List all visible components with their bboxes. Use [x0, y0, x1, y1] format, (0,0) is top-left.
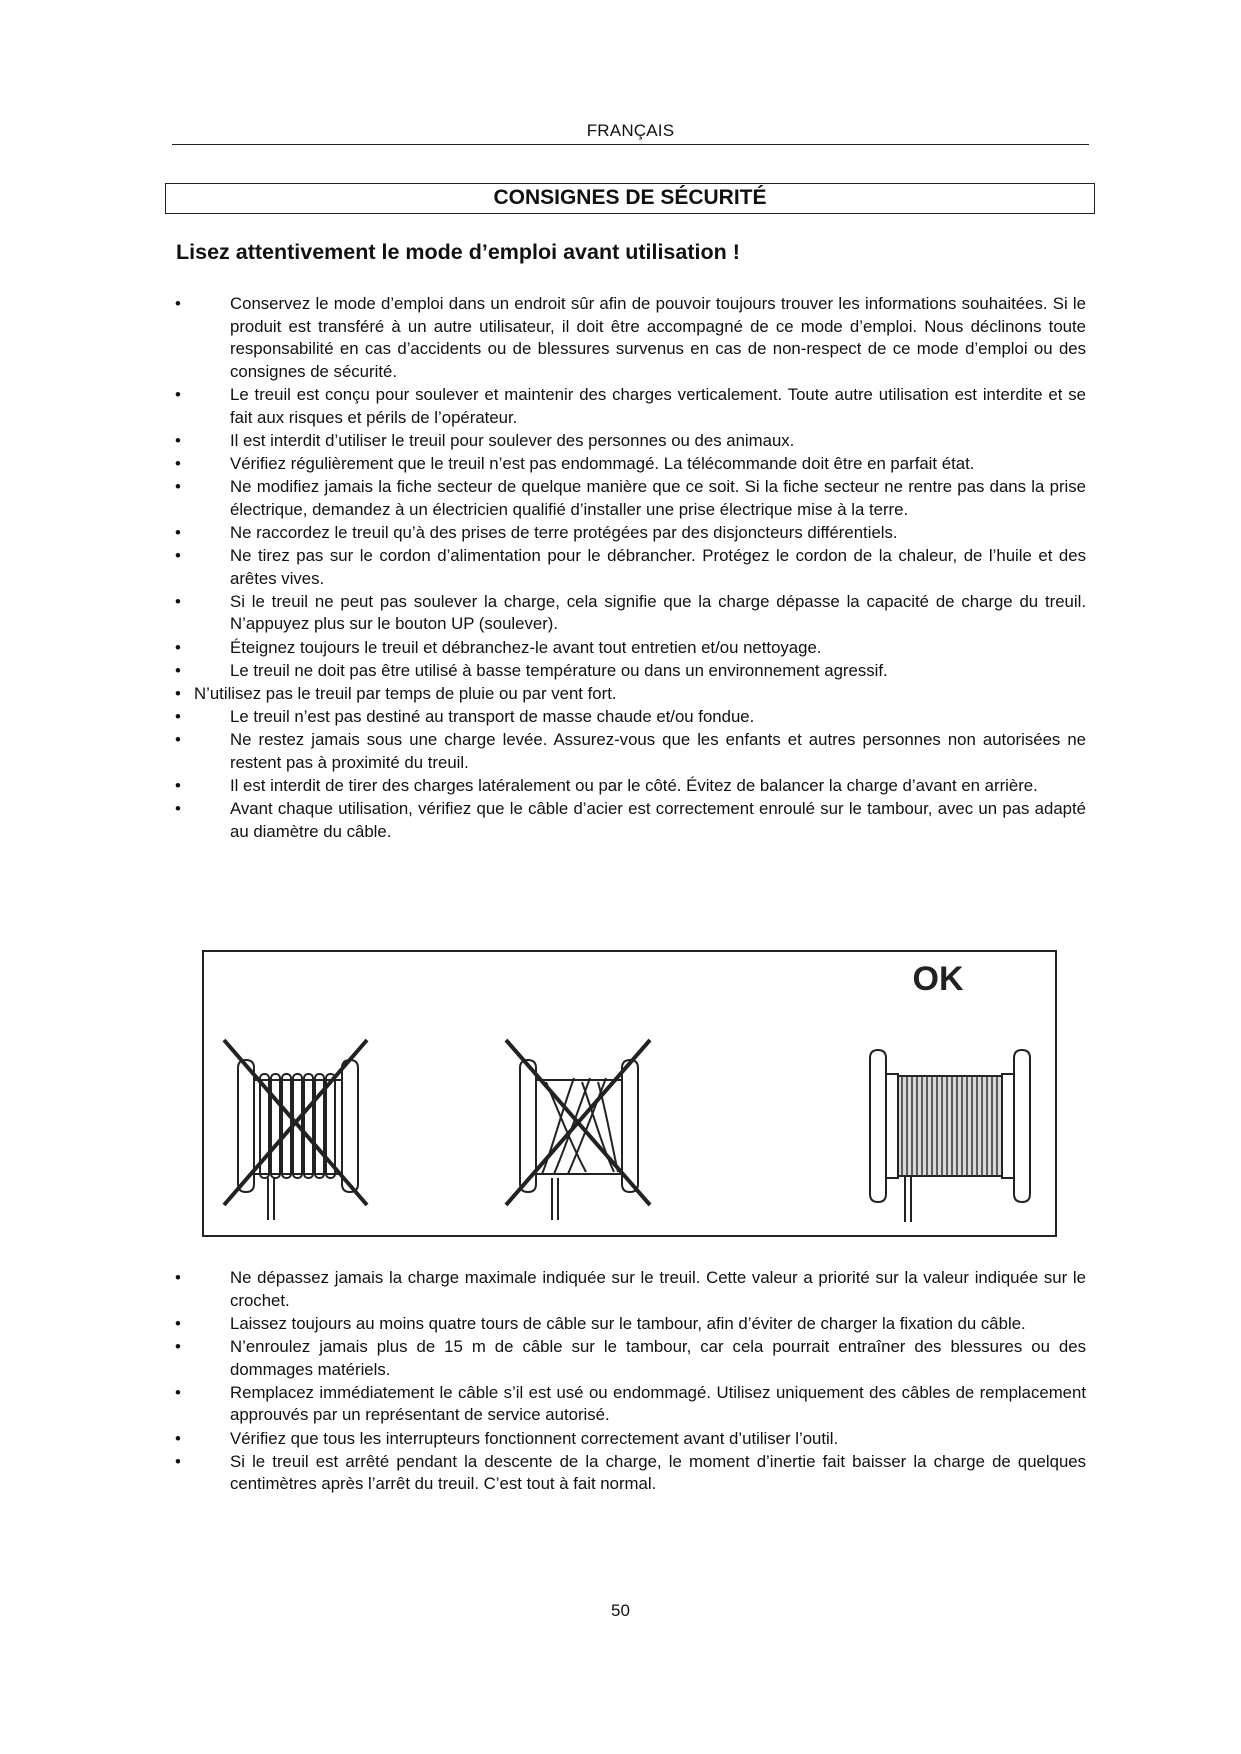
list-item: • Éteignez toujours le treuil et débranchez-le avant tout entretien et/ou nettoyage. [172, 637, 1086, 660]
list-item: • Remplacez immédiatement le câble s’il est usé ou endommagé. Utilisez uniquement des câbles de remplacement approuvés par un représentant de service autorisé. [175, 1382, 1086, 1425]
bullet-icon: • [175, 1428, 181, 1448]
section-title: CONSIGNES DE SÉCURITÉ [165, 183, 1095, 214]
header-rule [172, 144, 1089, 145]
bullet-icon: • [175, 384, 181, 404]
list-item: • Il est interdit de tirer des charges latéralement ou par le côté. Évitez de balancer la charge d’avant en arrière. [172, 775, 1086, 798]
list-item: • N’utilisez pas le treuil par temps de pluie ou par vent fort. [172, 683, 1086, 706]
bullet-icon: • [175, 477, 181, 497]
list-item: • Le treuil est conçu pour soulever et maintenir des charges verticalement. Toute autre utilisation est interdite et se fait aux risques et périls de l’opérateur. [175, 384, 1086, 427]
page-number: 50 [611, 1601, 630, 1620]
bullet-icon: • [175, 776, 181, 796]
bullet-icon: • [175, 799, 181, 819]
list-item: • Avant chaque utilisation, vérifiez que le câble d’acier est correctement enroulé sur le tambour, avec un pas adapté au diamètre du câble. [175, 799, 1086, 841]
section-subtitle: Lisez attentivement le mode d’emploi avant utilisation ! [176, 240, 740, 264]
bullet-icon: • [175, 707, 181, 727]
bullet-icon: • [175, 730, 181, 750]
page-language-header: FRANÇAIS [586, 121, 675, 140]
bullet-icon: • [175, 637, 181, 657]
cable-winding-illustration [202, 950, 1057, 1237]
bullet-icon: • [175, 430, 181, 450]
list-item: • Il est interdit d’utiliser le treuil pour soulever des personnes ou des animaux. [172, 430, 1086, 453]
bullet-icon: • [175, 684, 181, 704]
list-item: • Ne dépassez jamais la charge maximale indiquée sur le treuil. Cette valeur a priorité sur la valeur indiquée sur le crochet. [175, 1268, 1086, 1310]
list-item: • Vérifiez que tous les interrupteurs fonctionnent correctement avant d’utiliser l’outil. [172, 1428, 1086, 1451]
ok-label: OK [912, 960, 964, 998]
bullet-icon: • [175, 660, 181, 680]
list-item: • N’enroulez jamais plus de 15 m de câble sur le tambour, car cela pourrait entraîner des blessures ou des dommages matériels. [175, 1336, 1086, 1379]
safety-list-bottom [172, 1267, 1086, 1497]
bullet-icon: • [175, 1451, 181, 1471]
safety-list-top [172, 293, 1086, 844]
list-item: • Laissez toujours au moins quatre tours de câble sur le tambour, afin d’éviter de charger la fixation du câble. [172, 1313, 1086, 1336]
bullet-icon: • [175, 1268, 181, 1287]
list-item: • Le treuil n’est pas destiné au transport de masse chaude et/ou fondue. [172, 706, 1086, 729]
list-item: • Vérifiez régulièrement que le treuil n’est pas endommagé. La télécommande doit être en parfait état. [172, 453, 1086, 476]
bullet-icon: • [175, 591, 181, 611]
list-item: • Ne raccordez le treuil qu’à des prises de terre protégées par des disjoncteurs différentiels. [172, 522, 1086, 545]
bullet-icon: • [175, 1336, 181, 1356]
bullet-icon: • [175, 1313, 181, 1333]
bullet-icon: • [175, 546, 181, 566]
bullet-icon: • [175, 294, 181, 313]
list-item: • Ne tirez pas sur le cordon d’alimentation pour le débrancher. Protégez le cordon de la chaleur, de l’huile et des arêtes vives. [175, 546, 1086, 588]
list-item: • Conservez le mode d’emploi dans un endroit sûr afin de pouvoir toujours trouver les informations souhaitées. Si le produit est transféré à un autre utilisateur, il doit être accompagné de ce mode d’emploi. Nous déclinons toute responsabilité en cas d’accidents ou de blessures survenus en cas de non-respect de ce mode d’emploi ou des consignes de sécurité. [175, 294, 1086, 381]
list-item: • Ne modifiez jamais la fiche secteur de quelque manière que ce soit. Si la fiche secteur ne rentre pas dans la prise électrique, demandez à un électricien qualifié d’installer une prise électrique mise à la terre. [175, 477, 1086, 519]
list-item: • Si le treuil est arrêté pendant la descente de la charge, le moment d’inertie fait baisser la charge de quelques centimètres après l’arrêt du treuil. C’est tout à fait normal. [175, 1451, 1086, 1494]
list-item: • Si le treuil ne peut pas soulever la charge, cela signifie que la charge dépasse la capacité de charge du treuil. N’appuyez plus sur le bouton UP (soulever). [175, 591, 1086, 634]
bullet-icon: • [175, 522, 181, 542]
list-item: • Ne restez jamais sous une charge levée. Assurez-vous que les enfants et autres personnes non autorisées ne restent pas à proximité du treuil. [175, 730, 1086, 772]
bullet-icon: • [175, 1382, 181, 1402]
bullet-icon: • [175, 453, 181, 473]
list-item: • Le treuil ne doit pas être utilisé à basse température ou dans un environnement agressif. [172, 660, 1086, 683]
